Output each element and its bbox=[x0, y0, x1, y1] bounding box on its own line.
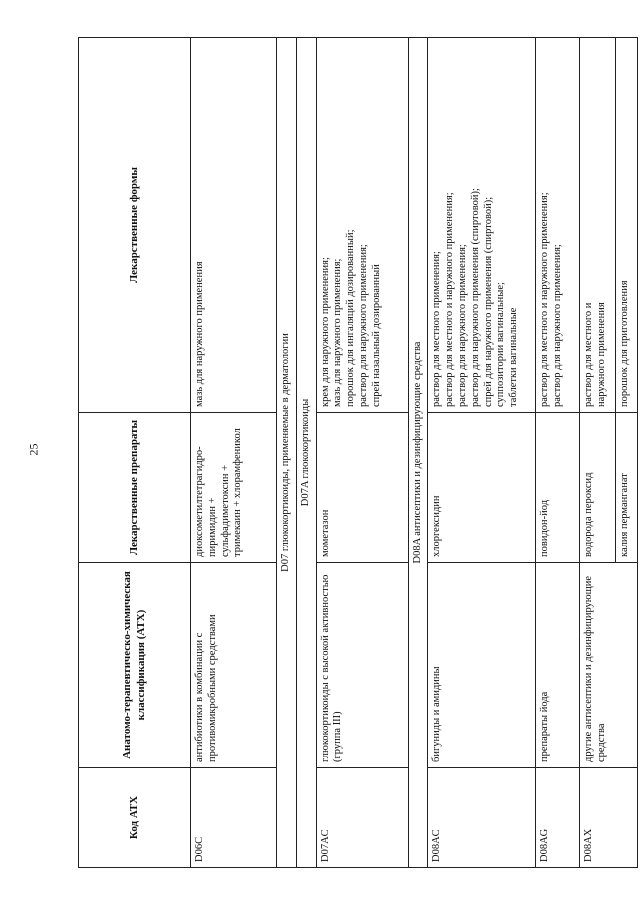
form-line: раствор для наружного применения; bbox=[552, 244, 564, 407]
header-class: Анатомо-терапевтическо-химическая классификация (АТХ) bbox=[79, 563, 191, 768]
drug-line: тримекаин + хлорамфеникол bbox=[232, 428, 244, 557]
forms-cell bbox=[580, 38, 616, 413]
forms-cell bbox=[316, 38, 408, 413]
table-row-d06c bbox=[191, 38, 277, 868]
header-forms: Лекарственные формы bbox=[79, 38, 191, 413]
table-row-d08ax bbox=[580, 38, 616, 868]
form-line: наружного применения bbox=[596, 302, 608, 407]
code-cell: D06C bbox=[191, 768, 277, 868]
table-row-d07ac bbox=[316, 38, 408, 868]
form-line: крем для наружного применения; bbox=[319, 257, 331, 407]
form-line: порошок для приготовления bbox=[619, 280, 631, 407]
section-title-d08a: D08A антисептики и дезинфицирующие средства bbox=[408, 38, 428, 868]
drug-line: повидон-йод bbox=[539, 499, 551, 557]
page-number: 25 bbox=[26, 443, 41, 456]
drug-line: мометазон bbox=[319, 509, 331, 557]
drugs-cell bbox=[191, 413, 277, 563]
drug-line: диоксометилтетрагидро- bbox=[194, 446, 205, 557]
form-line: суппозитории вагинальные; bbox=[495, 282, 507, 407]
class-cell: другие антисептики и дезинфицирующие средства bbox=[580, 563, 638, 768]
form-line: раствор для местного и наружного применения; bbox=[444, 192, 456, 407]
form-line: раствор для местного и bbox=[583, 302, 595, 407]
drugs-cell bbox=[536, 413, 580, 563]
table-row-d08ag bbox=[536, 38, 580, 868]
form-line: мазь для наружного применения; bbox=[332, 258, 344, 407]
forms-cell bbox=[428, 38, 536, 413]
class-cell: глюкокортикоиды с высокой активностью (группа III) bbox=[316, 563, 408, 768]
drug-line: сульфадиметоксин + bbox=[219, 464, 231, 557]
forms-cell bbox=[536, 38, 580, 413]
header-drugs: Лекарственные препараты bbox=[79, 413, 191, 563]
form-line: раствор для местного применения; bbox=[431, 251, 443, 407]
section-row-d07 bbox=[277, 38, 297, 868]
code-cell: D08AC bbox=[428, 768, 536, 868]
code-cell: D08AX bbox=[580, 768, 638, 868]
code-cell: D07AC bbox=[316, 768, 408, 868]
header-code: Код АТХ bbox=[79, 768, 191, 868]
form-line: спрей назальный дозированный bbox=[370, 264, 382, 407]
forms-cell bbox=[616, 38, 638, 413]
form-line: порошок для ингаляций дозированный; bbox=[345, 229, 357, 407]
drug-line: хлоргексидин bbox=[431, 495, 443, 557]
form-line: раствор для местного и наружного применения; bbox=[539, 192, 551, 407]
section-title-d07a: D07A глюкокортикоиды bbox=[296, 38, 316, 868]
drugs-cell bbox=[316, 413, 408, 563]
table-header-row bbox=[79, 38, 191, 868]
drug-line: пиримидин + bbox=[206, 497, 218, 557]
form-line: спрей для наружного применения (спиртовой); bbox=[482, 196, 494, 407]
forms-cell bbox=[191, 38, 277, 413]
class-cell: бигуниды и амидины bbox=[428, 563, 536, 768]
form-line: раствор для наружного применения; bbox=[456, 244, 468, 407]
rotated-page-content bbox=[78, 38, 631, 868]
drug-line: водорода пероксид bbox=[583, 472, 595, 557]
section-title-d07: D07 глюкокортикоиды, применяемые в дерматологии bbox=[277, 38, 297, 868]
form-line: мазь для наружного применения bbox=[194, 261, 205, 407]
form-line: таблетки вагинальные bbox=[508, 307, 520, 407]
class-cell: антибиотики в комбинации с противомикробными средствами bbox=[191, 563, 277, 768]
drugs-cell bbox=[428, 413, 536, 563]
section-row-d07a bbox=[296, 38, 316, 868]
form-line: раствор для наружного применения (спиртовой); bbox=[469, 188, 481, 407]
atc-table bbox=[78, 37, 638, 868]
section-row-d08a bbox=[408, 38, 428, 868]
drugs-cell bbox=[616, 413, 638, 563]
code-cell: D08AG bbox=[536, 768, 580, 868]
drug-line: калия перманганат bbox=[619, 473, 631, 557]
table-row-d08ac bbox=[428, 38, 536, 868]
drugs-cell bbox=[580, 413, 616, 563]
class-cell: препараты йода bbox=[536, 563, 580, 768]
form-line: раствор для наружного применения; bbox=[357, 244, 369, 407]
